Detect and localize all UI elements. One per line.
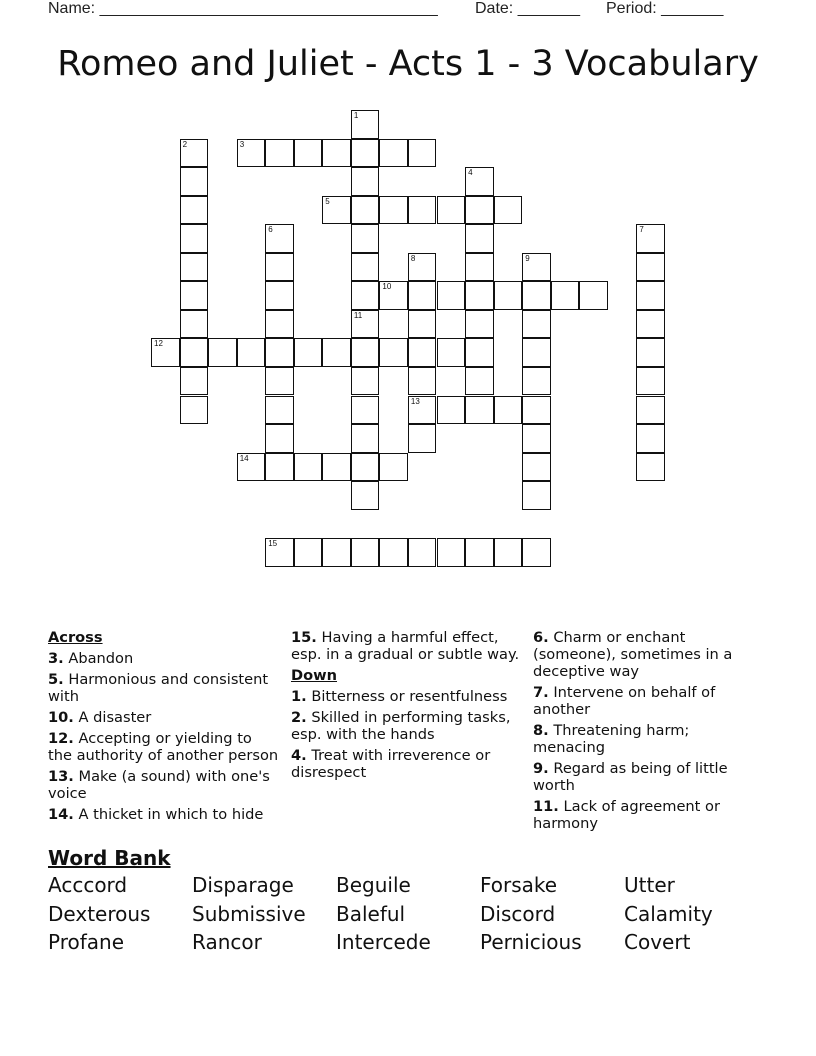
grid-cell[interactable] <box>379 281 408 310</box>
grid-cell[interactable] <box>322 338 351 367</box>
clue-item <box>48 768 280 802</box>
word-bank-word: Pernicious <box>480 930 582 954</box>
clue-number: 10 <box>382 282 392 292</box>
grid-cell[interactable] <box>636 424 665 453</box>
clue-item <box>48 806 280 823</box>
grid-cell[interactable] <box>351 224 380 253</box>
clue-item-text: Threatening harm; menacing <box>533 722 690 756</box>
grid-cell[interactable] <box>408 396 437 425</box>
grid-cell[interactable] <box>265 310 294 339</box>
grid-cell[interactable] <box>351 396 380 425</box>
clue-number: 9 <box>525 253 530 263</box>
grid-cell[interactable] <box>636 396 665 425</box>
grid-cell[interactable] <box>465 281 494 310</box>
word-bank-word: Forsake <box>480 873 558 897</box>
clue-number: 15 <box>268 539 278 549</box>
grid-cell[interactable] <box>408 338 437 367</box>
grid-cell[interactable] <box>522 310 551 339</box>
grid-cell[interactable] <box>180 310 209 339</box>
grid-cell[interactable] <box>180 196 209 225</box>
clue-number: 3 <box>239 139 245 149</box>
clue-item <box>48 730 280 764</box>
grid-cell[interactable] <box>408 139 437 168</box>
clue-number: 11 <box>353 310 363 320</box>
grid-cell[interactable] <box>351 367 380 396</box>
clue-number: 12 <box>154 339 163 349</box>
grid-cell[interactable] <box>294 338 323 367</box>
grid-cell[interactable] <box>579 281 608 310</box>
grid-cell[interactable] <box>151 338 180 367</box>
clue-item <box>533 684 765 718</box>
clue-item-text: Skilled in performing tasks, esp. with the hands <box>291 709 511 743</box>
grid-cell[interactable] <box>437 281 466 310</box>
name-field-label: Name: ______________________________________ <box>48 0 438 17</box>
grid-cell[interactable] <box>351 453 380 482</box>
grid-cell[interactable] <box>180 396 209 425</box>
grid-cell[interactable] <box>351 196 380 225</box>
grid-cell[interactable] <box>351 310 380 339</box>
grid-cell[interactable] <box>208 338 237 367</box>
grid-cell[interactable] <box>437 396 466 425</box>
clue-column-2 <box>291 629 523 785</box>
grid-cell[interactable] <box>636 281 665 310</box>
grid-cell[interactable] <box>265 424 294 453</box>
clue-item-number: 5. <box>48 671 64 688</box>
clue-number: 2 <box>182 139 188 149</box>
clue-number: 8 <box>410 253 416 263</box>
grid-cell[interactable] <box>522 481 551 510</box>
clue-item <box>291 688 523 705</box>
clue-item-number: 9. <box>533 760 549 777</box>
grid-cell[interactable] <box>465 538 494 567</box>
clue-item-text: Treat with irreverence or disrespect <box>291 747 491 781</box>
clue-item-number: 10. <box>48 709 74 726</box>
grid-cell[interactable] <box>180 167 209 196</box>
clue-item <box>48 671 280 705</box>
clue-item <box>291 747 523 781</box>
grid-cell[interactable] <box>522 396 551 425</box>
grid-cell[interactable] <box>494 281 523 310</box>
word-bank-word: Utter <box>624 873 675 897</box>
clue-item <box>48 650 280 667</box>
grid-cell[interactable] <box>265 453 294 482</box>
grid-cell[interactable] <box>265 281 294 310</box>
grid-cell[interactable] <box>265 139 294 168</box>
clue-item-number: 6. <box>533 629 549 646</box>
grid-cell[interactable] <box>180 338 209 367</box>
grid-cell[interactable] <box>408 196 437 225</box>
grid-cell[interactable] <box>322 139 351 168</box>
grid-cell[interactable] <box>322 196 351 225</box>
grid-cell[interactable] <box>180 224 209 253</box>
grid-cell[interactable] <box>351 338 380 367</box>
clue-number: 6 <box>268 225 273 235</box>
word-bank-word: Baleful <box>336 901 406 926</box>
clue-item-number: 3. <box>48 650 64 667</box>
grid-cell[interactable] <box>180 139 209 168</box>
grid-cell[interactable] <box>265 224 294 253</box>
grid-cell[interactable] <box>265 367 294 396</box>
grid-cell[interactable] <box>265 338 294 367</box>
word-bank-word: Beguile <box>336 873 411 897</box>
grid-cell[interactable] <box>437 338 466 367</box>
word-bank-word: Acccord <box>48 873 128 897</box>
clue-item-number: 4. <box>291 747 307 764</box>
grid-cell[interactable] <box>636 338 665 367</box>
grid-cell[interactable] <box>465 224 494 253</box>
clue-item-number: 1. <box>291 688 307 705</box>
clue-item-text: Make (a sound) with one's voice <box>48 768 270 802</box>
grid-cell[interactable] <box>636 453 665 482</box>
grid-cell[interactable] <box>465 367 494 396</box>
grid-cell[interactable] <box>437 196 466 225</box>
grid-cell[interactable] <box>636 253 665 282</box>
grid-cell[interactable] <box>408 310 437 339</box>
clue-item <box>533 798 765 832</box>
grid-cell[interactable] <box>180 253 209 282</box>
clue-section-heading: Across <box>48 629 103 646</box>
grid-cell[interactable] <box>408 424 437 453</box>
clue-item-number: 14. <box>48 806 74 823</box>
clue-column-1 <box>48 629 280 827</box>
clue-item-number: 7. <box>533 684 549 701</box>
grid-cell[interactable] <box>636 224 665 253</box>
grid-cell[interactable] <box>408 538 437 567</box>
word-bank-word: Discord <box>480 901 556 926</box>
clue-item <box>533 760 765 794</box>
clue-item-text: A thicket in which to hide <box>73 806 264 823</box>
word-bank-word: Calamity <box>624 901 713 926</box>
date-field-label: Date: _______ <box>475 0 580 17</box>
grid-cell[interactable] <box>636 310 665 339</box>
grid-cell[interactable] <box>351 481 380 510</box>
page-title: Romeo and Juliet - Acts 1 - 3 Vocabulary <box>57 44 759 84</box>
clue-number: 1 <box>353 111 359 120</box>
word-bank-word: Dexterous <box>48 901 151 926</box>
word-bank-word: Intercede <box>336 930 431 954</box>
clue-item-text: Abandon <box>63 650 134 667</box>
clue-item-text: Charm or enchant (someone), sometimes in a deceptive way <box>533 629 733 680</box>
grid-cell[interactable] <box>408 253 437 282</box>
grid-cell[interactable] <box>465 253 494 282</box>
grid-cell[interactable] <box>180 281 209 310</box>
grid-cell[interactable] <box>237 453 266 482</box>
clue-item <box>533 722 765 756</box>
grid-cell[interactable] <box>265 253 294 282</box>
clue-item-number: 15. <box>291 629 317 646</box>
grid-cell[interactable] <box>465 338 494 367</box>
grid-cell[interactable] <box>551 281 580 310</box>
grid-cell[interactable] <box>465 167 494 196</box>
grid-cell[interactable] <box>437 538 466 567</box>
word-bank-word: Covert <box>624 930 691 954</box>
clue-item-number: 11. <box>533 798 559 815</box>
grid-cell[interactable] <box>379 139 408 168</box>
word-bank-word: Submissive <box>192 901 306 926</box>
grid-cell[interactable] <box>351 281 380 310</box>
clue-item <box>291 629 523 663</box>
grid-cell[interactable] <box>351 424 380 453</box>
clue-item-text: Harmonious and consistent with <box>48 671 269 705</box>
grid-cell[interactable] <box>465 196 494 225</box>
word-bank-word: Disparage <box>192 873 294 897</box>
grid-cell[interactable] <box>379 338 408 367</box>
clue-item-number: 2. <box>291 709 307 726</box>
grid-cell[interactable] <box>494 538 523 567</box>
clue-item-text: Intervene on behalf of another <box>533 684 716 718</box>
grid-cell[interactable] <box>322 538 351 567</box>
grid-cell[interactable] <box>379 196 408 225</box>
period-field-label: Period: _______ <box>606 0 724 17</box>
word-bank-title: Word Bank <box>48 846 171 870</box>
grid-cell[interactable] <box>322 453 351 482</box>
grid-cell[interactable] <box>351 538 380 567</box>
grid-cell[interactable] <box>351 167 380 196</box>
grid-cell[interactable] <box>265 396 294 425</box>
grid-cell[interactable] <box>522 424 551 453</box>
grid-cell[interactable] <box>522 253 551 282</box>
grid-cell[interactable] <box>636 367 665 396</box>
grid-cell[interactable] <box>522 367 551 396</box>
clue-item <box>48 709 280 726</box>
grid-cell[interactable] <box>351 110 380 139</box>
grid-cell[interactable] <box>294 139 323 168</box>
clue-number: 5 <box>325 196 330 206</box>
grid-cell[interactable] <box>522 281 551 310</box>
clue-number: 4 <box>468 168 473 178</box>
clue-item-number: 8. <box>533 722 549 739</box>
grid-cell[interactable] <box>294 538 323 567</box>
clue-item-number: 13. <box>48 768 74 785</box>
clue-number: 14 <box>239 453 249 463</box>
clue-item-text: A disaster <box>73 709 152 726</box>
clue-item <box>533 629 765 680</box>
grid-cell[interactable] <box>408 367 437 396</box>
clue-item-text: Lack of agreement or harmony <box>533 798 720 832</box>
grid-cell[interactable] <box>294 453 323 482</box>
grid-cell[interactable] <box>522 453 551 482</box>
grid-cell[interactable] <box>351 139 380 168</box>
clue-number: 13 <box>410 396 420 406</box>
word-bank-word: Profane <box>48 930 125 954</box>
grid-cell[interactable] <box>180 367 209 396</box>
clue-number: 7 <box>639 225 644 235</box>
clue-item <box>291 709 523 743</box>
grid-cell[interactable] <box>379 538 408 567</box>
grid-cell[interactable] <box>522 338 551 367</box>
grid-cell[interactable] <box>494 396 523 425</box>
grid-cell[interactable] <box>265 538 294 567</box>
clue-item-text: Accepting or yielding to the authority of another person <box>48 730 279 764</box>
clue-item-text: Regard as being of little worth <box>533 760 728 794</box>
clue-item-text: Bitterness or resentfulness <box>306 688 508 705</box>
grid-cell[interactable] <box>465 396 494 425</box>
grid-cell[interactable] <box>494 196 523 225</box>
grid-cell[interactable] <box>408 281 437 310</box>
grid-cell[interactable] <box>522 538 551 567</box>
clue-item-text: Having a harmful effect, esp. in a gradual or subtle way. <box>291 629 520 663</box>
grid-cell[interactable] <box>237 338 266 367</box>
word-bank-word: Rancor <box>192 930 262 954</box>
clue-item-number: 12. <box>48 730 74 747</box>
grid-cell[interactable] <box>465 310 494 339</box>
grid-cell[interactable] <box>379 453 408 482</box>
grid-cell[interactable] <box>237 139 266 168</box>
clue-section-heading: Down <box>291 667 338 684</box>
grid-cell[interactable] <box>351 253 380 282</box>
clue-column-3 <box>533 629 765 836</box>
